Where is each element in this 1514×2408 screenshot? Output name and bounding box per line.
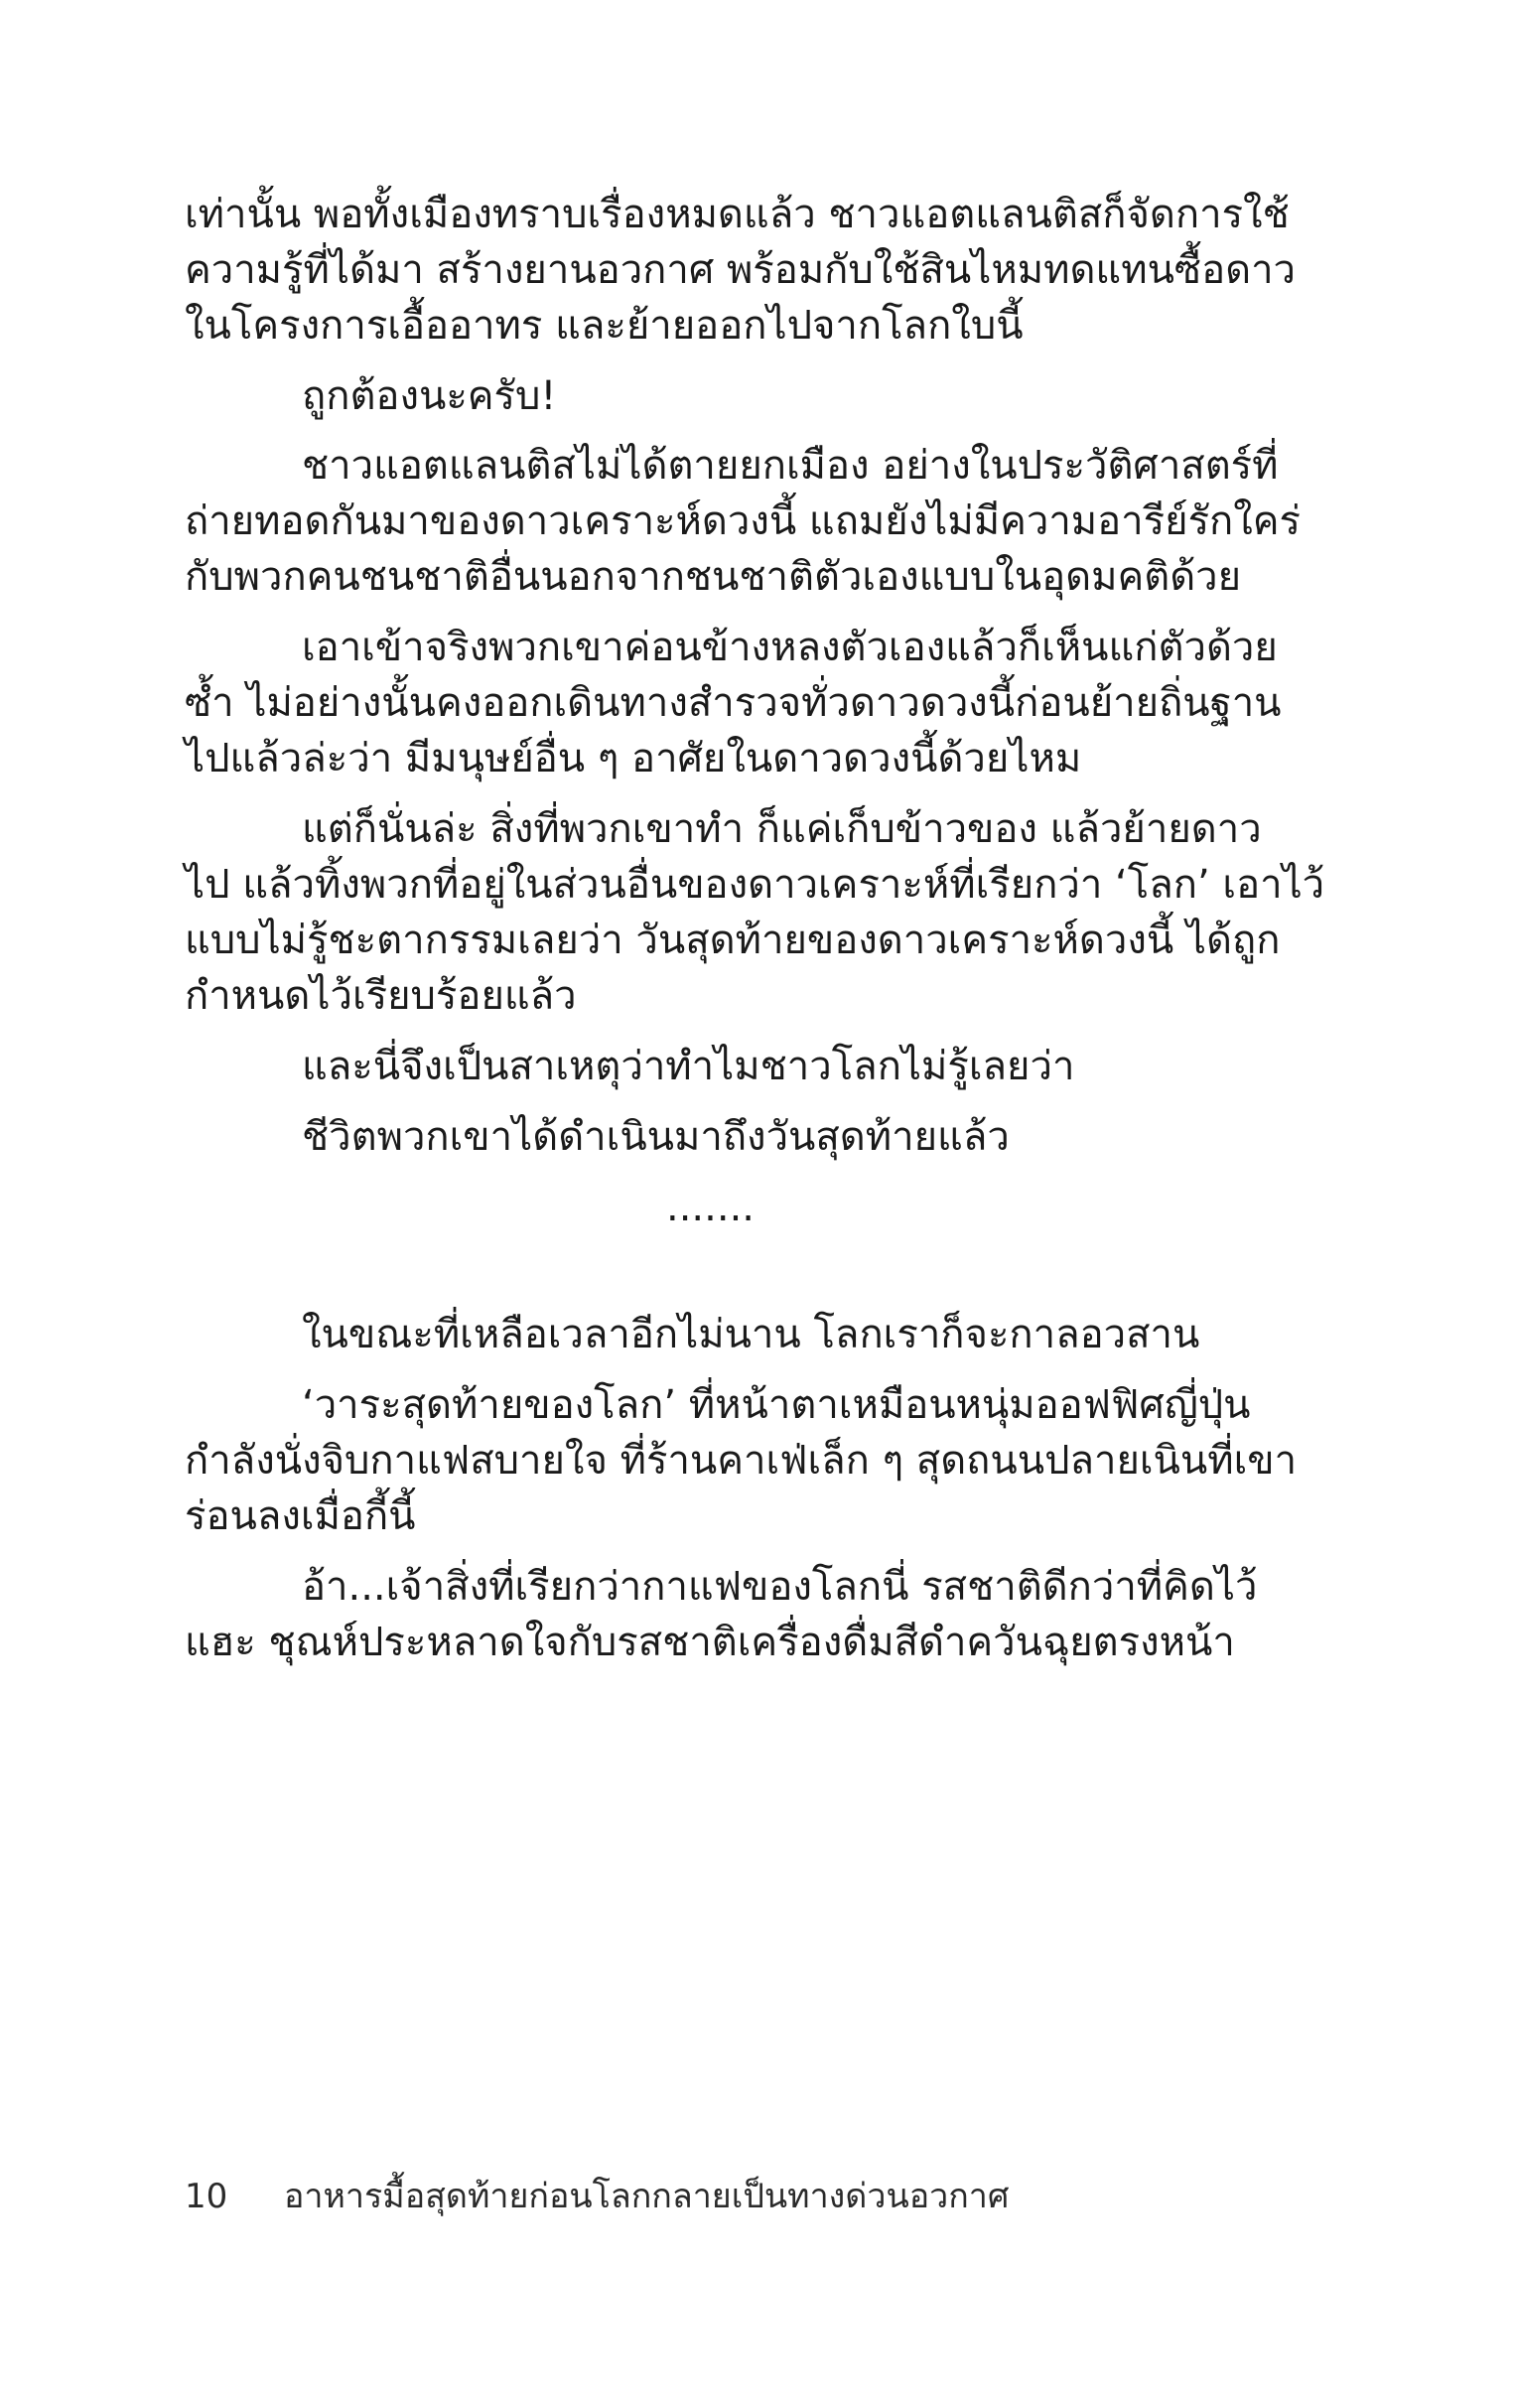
text-line: แบบไม่รู้ชะตากรรมเลยว่า วันสุดท้ายของดาวเคราะห์ดวงนี้ ได้ถูก: [185, 918, 1281, 963]
text-line: ถ่ายทอดกันมาของดาวเคราะห์ดวงนี้ แถมยังไม่มีความอารีย์รักใคร่: [185, 498, 1302, 544]
text-line: กับพวกคนชนชาติอื่นนอกจากชนชาติตัวเองแบบในอุดมคติด้วย: [185, 554, 1242, 600]
text-line: ไปแล้วล่ะว่า มีมนุษย์อื่น ๆ อาศัยในดาวดวงนี้ด้วยไหม: [185, 736, 1082, 781]
text-line: ร่อนลงเมื่อกี้นี้: [185, 1493, 416, 1539]
text-line: ซ้ำ ไม่อย่างนั้นคงออกเดินทางสำรวจทั่วดาวดวงนี้ก่อนย้ายถิ่นฐาน: [185, 680, 1282, 726]
text-line: ‘วาระสุดท้ายของโลก’ ที่หน้าตาเหมือนหนุ่มออฟฟิศญี่ปุ่น: [302, 1382, 1251, 1428]
text-line: อ้า...เจ้าสิ่งที่เรียกว่ากาแฟของโลกนี่ รสชาติดีกว่าที่คิดไว้: [302, 1564, 1258, 1610]
text-line: ชีวิตพวกเขาได้ดำเนินมาถึงวันสุดท้ายแล้ว: [302, 1114, 1010, 1160]
text-line: เท่านั้น พอทั้งเมืองทราบเรื่องหมดแล้ว ชาวแอตแลนติสก็จัดการใช้: [185, 192, 1290, 237]
text-line: ในโครงการเอื้ออาทร และย้ายออกไปจากโลกใบนี้: [185, 303, 1024, 349]
text-line: กำหนดไว้เรียบร้อยแล้ว: [185, 973, 577, 1019]
page-number: 10: [185, 2177, 228, 2216]
text-line: เอาเข้าจริงพวกเขาค่อนข้างหลงตัวเองแล้วก็เห็นแก่ตัวด้วย: [302, 625, 1278, 670]
page-footer: [185, 2173, 1009, 2220]
text-line: ไป แล้วทิ้งพวกที่อยู่ในส่วนอื่นของดาวเคราะห์ที่เรียกว่า ‘โลก’ เอาไว้: [185, 862, 1325, 908]
section-separator: .......: [666, 1185, 756, 1230]
text-line: ชาวแอตแลนติสไม่ได้ตายยกเมือง อย่างในประวัติศาสตร์ที่: [302, 443, 1279, 489]
text-line: และนี่จึงเป็นสาเหตุว่าทำไมชาวโลกไม่รู้เลยว่า: [302, 1044, 1075, 1089]
text-line: กำลังนั่งจิบกาแฟสบายใจ ที่ร้านคาเฟ่เล็ก ๆ สุดถนนปลายเนินที่เขา: [185, 1438, 1298, 1484]
text-line: แต่ก็นั่นล่ะ สิ่งที่พวกเขาทำ ก็แค่เก็บข้าวของ แล้วย้ายดาว: [302, 806, 1262, 852]
running-title: อาหารมื้อสุดท้ายก่อนโลกกลายเป็นทางด่วนอวกาศ: [284, 2177, 1010, 2216]
text-line: แฮะ ชุณห์ประหลาดใจกับรสชาติเครื่องดื่มสีดำควันฉุยตรงหน้า: [185, 1620, 1235, 1665]
text-line: ในขณะที่เหลือเวลาอีกไม่นาน โลกเราก็จะกาลอวสาน: [302, 1312, 1200, 1357]
text-line: ถูกต้องนะครับ!: [302, 373, 557, 419]
text-line: ความรู้ที่ได้มา สร้างยานอวกาศ พร้อมกับใช้สินไหมทดแทนซื้อดาว: [185, 247, 1296, 293]
